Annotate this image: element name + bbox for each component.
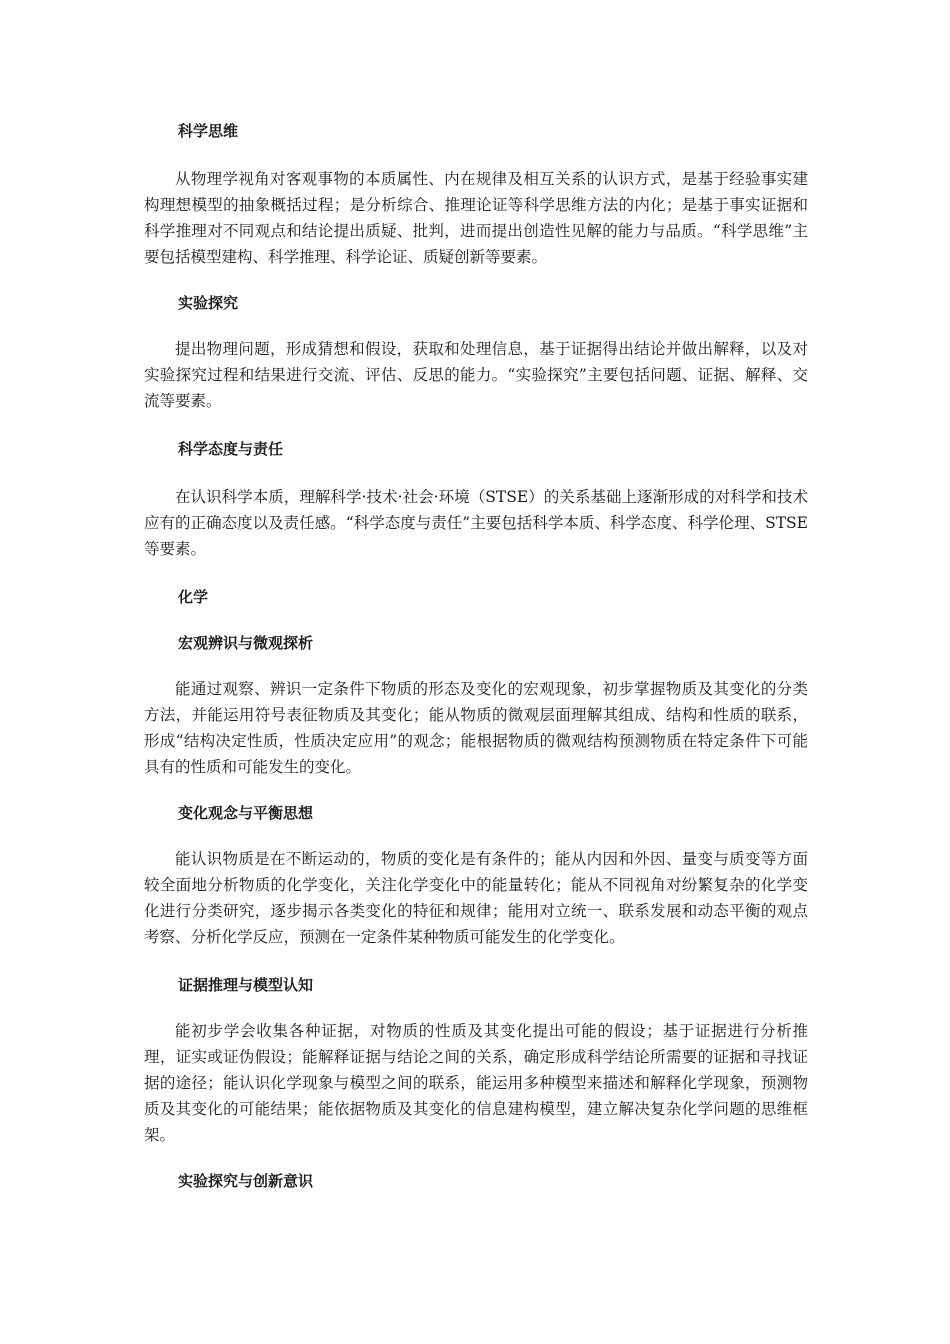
paragraph-scientific-attitude: 在认识科学本质，理解科学·技术·社会·环境（STSE）的关系基础上逐渐形成的对科学和技术应有的正确态度以及责任感。“科学态度与责任”主要包括科学本质、科学态度、科学伦理、STSE等要素。 — [144, 488, 808, 558]
paragraph-scientific-thinking: 从物理学视角对客观事物的本质属性、内在规律及相互关系的认识方式，是基于经验事实建构理想模型的抽象概括过程；是分析综合、推理论证等科学思维方法的内化；是基于事实证据和科学推理对不同观点和结论提出质疑、批判，进而提出创造性见解的能力与品质。“科学思维”主要包括模型建构、科学推理、科学论证、质疑创新等要素。 — [144, 170, 808, 266]
heading-experimental-inquiry: 实验探究 — [178, 294, 239, 312]
heading-inquiry-innovation: 实验探究与创新意识 — [178, 1172, 314, 1190]
heading-scientific-attitude: 科学态度与责任 — [178, 440, 284, 458]
document-page — [144, 118, 808, 1194]
paragraph-experimental-inquiry: 提出物理问题，形成猜想和假设，获取和处理信息，基于证据得出结论并做出解释，以及对实验探究过程和结果进行交流、评估、反思的能力。“实验探究”主要包括问题、证据、解释、交流等要素。 — [144, 340, 808, 410]
paragraph-macro-micro: 能通过观察、辨识一定条件下物质的形态及变化的宏观现象，初步掌握物质及其变化的分类方法，并能运用符号表征物质及其变化；能从物质的微观层面理解其组成、结构和性质的联系，形成“结构决定性质，性质决定应用”的观念；能根据物质的微观结构预测物质在特定条件下可能具有的性质和可能发生的变化。 — [144, 680, 808, 776]
heading-macro-micro: 宏观辨识与微观探析 — [178, 634, 314, 652]
heading-change-balance: 变化观念与平衡思想 — [178, 804, 314, 822]
heading-evidence-model: 证据推理与模型认知 — [178, 976, 314, 994]
paragraph-evidence-model: 能初步学会收集各种证据，对物质的性质及其变化提出可能的假设；基于证据进行分析推理，证实或证伪假设；能解释证据与结论之间的关系，确定形成科学结论所需要的证据和寻找证据的途径；能认识化学现象与模型之间的联系，能运用多种模型来描述和解释化学现象，预测物质及其变化的可能结果；能依据物质及其变化的信息建构模型，建立解决复杂化学问题的思维框架。 — [144, 1022, 808, 1144]
paragraph-change-balance: 能认识物质是在不断运动的，物质的变化是有条件的；能从内因和外因、量变与质变等方面较全面地分析物质的化学变化，关注化学变化中的能量转化；能从不同视角对纷繁复杂的化学变化进行分类研究，逐步揭示各类变化的特征和规律；能用对立统一、联系发展和动态平衡的观点考察、分析化学反应，预测在一定条件某种物质可能发生的化学变化。 — [144, 850, 808, 946]
heading-scientific-thinking: 科学思维 — [178, 122, 239, 140]
heading-chemistry: 化学 — [178, 588, 209, 606]
